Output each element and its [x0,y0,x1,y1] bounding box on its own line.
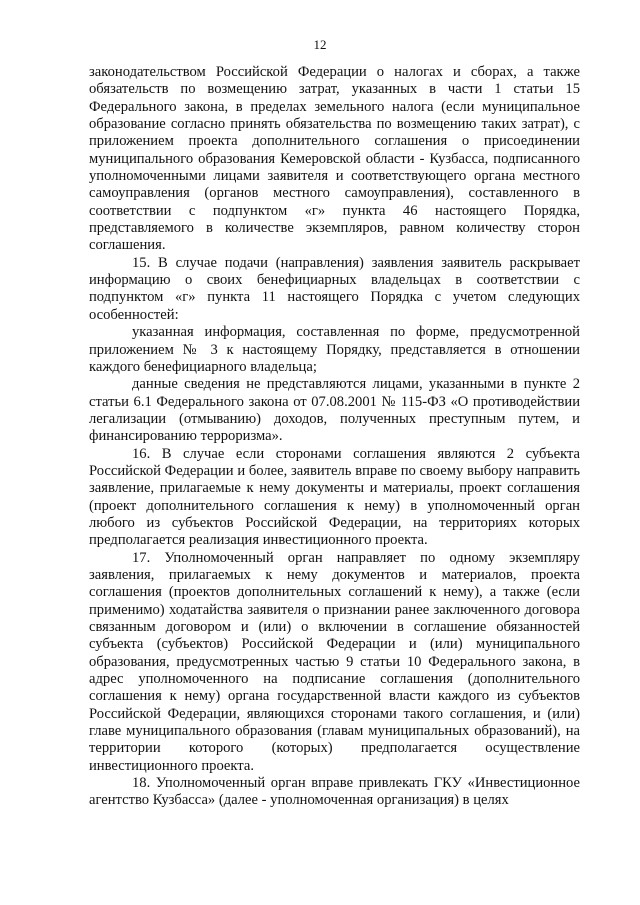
paragraph-18: 18. Уполномоченный орган вправе привлекать ГКУ «Инвестиционное агентство Кузбасса» (далее - уполномоченная организация) в целях [89,775,580,809]
page-number: 12 [313,37,327,52]
document-body [89,64,580,810]
paragraph-16: 16. В случае если сторонами соглашения являются 2 субъекта Российской Федерации и более, заявитель вправе по своему выбору направить заявление, прилагаемые к нему документы и материалы, проект соглашения (проект дополнительного соглашения к нему) в уполномоченный орган любого из субъектов Российской Федерации, на территориях которых предполагается реализация инвестиционного проекта. [89,445,580,549]
paragraph-15: 15. В случае подачи (направления) заявления заявитель раскрывает информацию о своих бенефициарных владельцах в соответствии с подпунктом «г» пункта 11 настоящего Порядка с учетом следующих особенностей: [89,254,580,323]
paragraph-15-item-2: данные сведения не представляются лицами, указанными в пункте 2 статьи 6.1 Федерального закона от 07.08.2001 № 115-ФЗ «О противодействии легализации (отмыванию) доходов, полученных преступным путем, и финансированию терроризма». [89,376,580,445]
paragraph-continuation: законодательством Российской Федерации о налогах и сборах, а также обязательств по возмещению затрат, указанных в части 1 статьи 15 Федерального закона, в пределах земельного налога (если муниципальное образование согласно принять обязательства по возмещению таких затрат), с приложением проекта дополнительного соглашения о присоединении муниципального образования Кемеровской области - Кузбасса, подписанного уполномоченными лицами заявителя и соответствующего органа местного самоуправления (органов местного самоуправления), составленного в соответствии с подпунктом «г» пункта 46 настоящего Порядка, представляемого в количестве экземпляров, равном количеству сторон соглашения. [89,64,580,254]
paragraph-15-item-1: указанная информация, составленная по форме, предусмотренной приложением № 3 к настоящему Порядку, представляется в отношении каждого бенефициарного владельца; [89,324,580,375]
paragraph-17: 17. Уполномоченный орган направляет по одному экземпляру заявления, прилагаемых к нему документов и материалов, проекта соглашения (проектов дополнительных соглашений к нему), а также (если применимо) ходатайства заявителя о признании ранее заключенного договора связанным договором и (или) о включении в соглашение обязанностей субъекта (субъектов) Российской Федерации и (или) муниципального образования, предусмотренных частью 9 статьи 10 Федерального закона, в адрес уполномоченного на подписание соглашения (дополнительного соглашения к нему) органа государственной власти каждого из субъектов Российской Федерации, являющихся сторонами такого соглашения, и (или) главе муниципального образования (главам муниципальных образований), на территории которого (которых) предполагается осуществление инвестиционного проекта. [89,549,580,774]
